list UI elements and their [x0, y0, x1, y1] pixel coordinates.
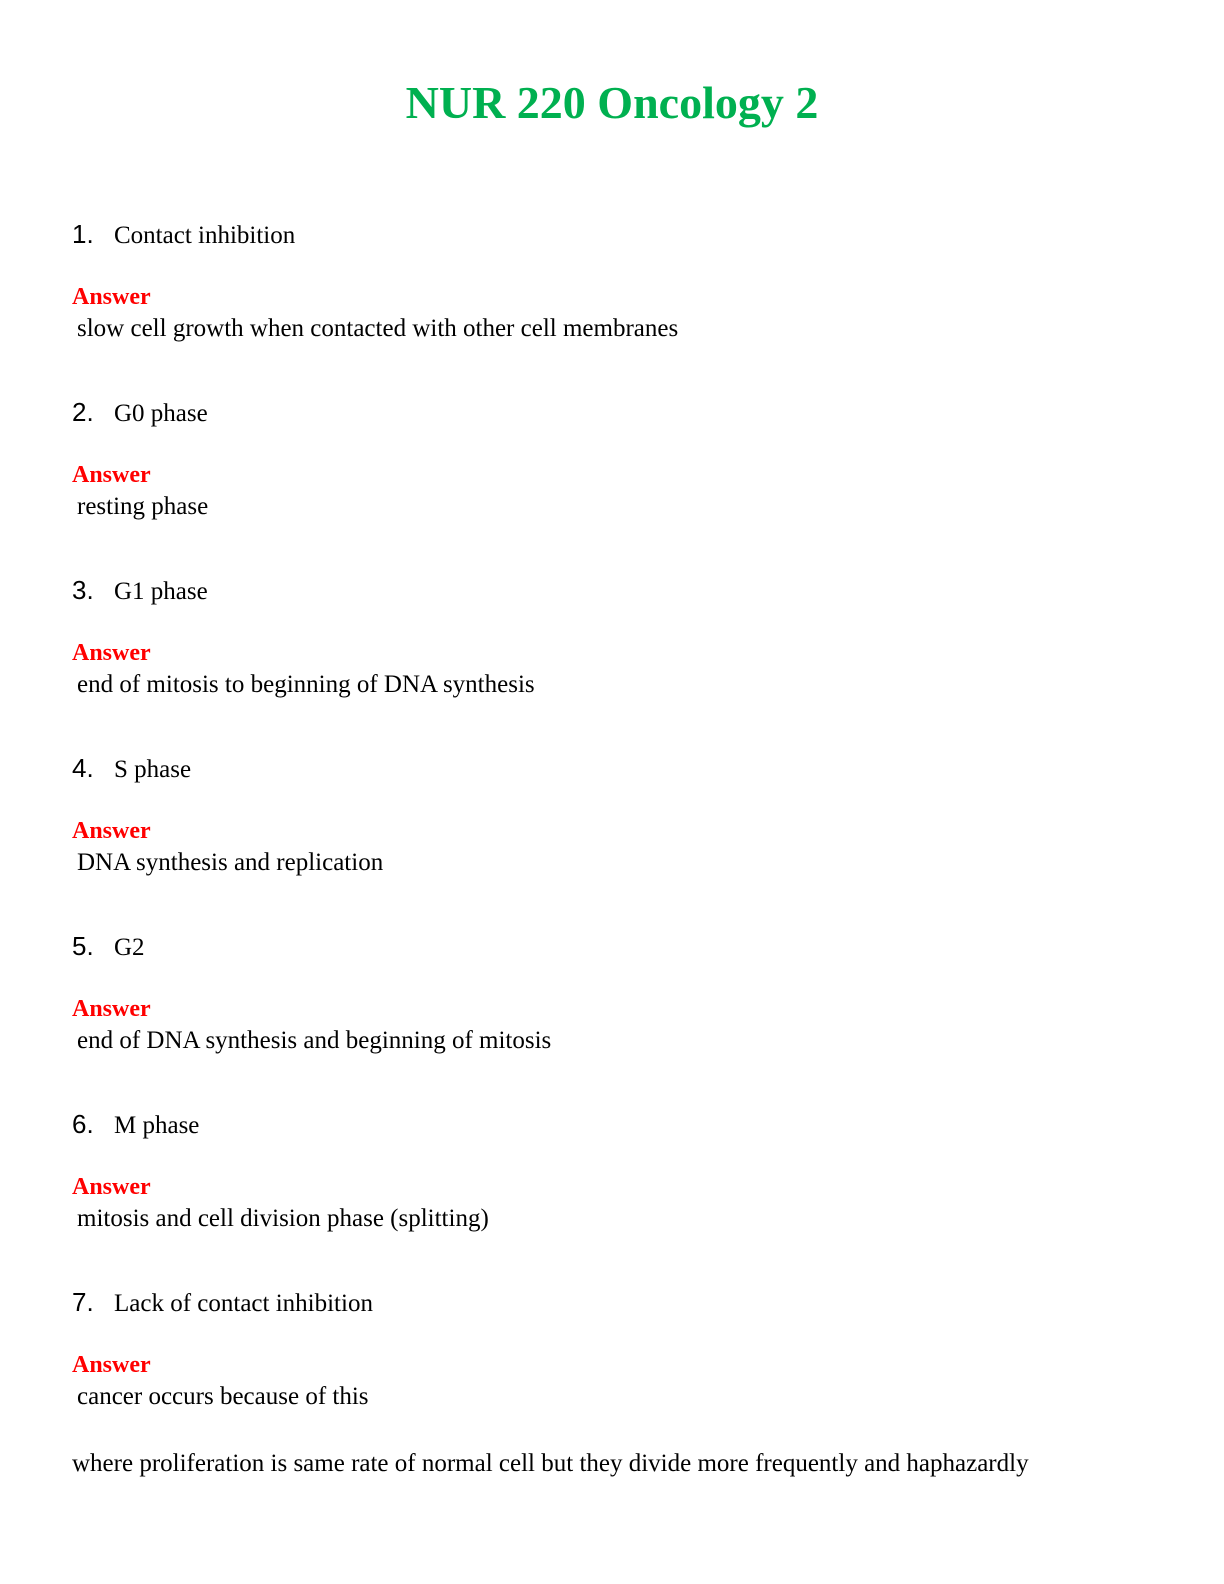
- question-number: 7.: [72, 1287, 94, 1317]
- question-text: G0 phase: [114, 400, 208, 427]
- answer-text: DNA synthesis and replication: [77, 849, 384, 876]
- qa-item-2: [72, 394, 1172, 524]
- answer-text: resting phase: [77, 493, 209, 520]
- question-number: 2.: [72, 397, 94, 427]
- answer-label: Answer: [72, 284, 151, 310]
- question-text: Contact inhibition: [114, 222, 296, 249]
- answer-label: Answer: [72, 462, 151, 488]
- question: [72, 216, 1172, 254]
- question-number: 5.: [72, 931, 94, 961]
- question-text: G1 phase: [114, 578, 208, 605]
- qa-item-7: [72, 1284, 1172, 1414]
- answer-text: end of DNA synthesis and beginning of mitosis: [77, 1027, 552, 1054]
- answer-text: slow cell growth when contacted with other cell membranes: [77, 315, 679, 342]
- question: [72, 394, 1172, 432]
- answer-label: Answer: [72, 1352, 151, 1378]
- question-text: S phase: [114, 756, 192, 783]
- question: [72, 1106, 1172, 1144]
- question: [72, 750, 1172, 788]
- answer-label: Answer: [72, 1174, 151, 1200]
- qa-item-3: [72, 572, 1172, 702]
- question: [72, 1284, 1172, 1322]
- question-text: Lack of contact inhibition: [114, 1290, 373, 1317]
- question-number: 4.: [72, 753, 94, 783]
- qa-item-4: [72, 750, 1172, 880]
- question: [72, 928, 1172, 966]
- question-text: G2: [114, 934, 145, 961]
- page-title: NUR 220 Oncology 2: [405, 77, 819, 128]
- answer-label: Answer: [72, 818, 151, 844]
- answer-text: mitosis and cell division phase (splitting): [77, 1205, 489, 1232]
- answer-text: end of mitosis to beginning of DNA synthesis: [77, 671, 535, 698]
- question-number: 1.: [72, 219, 94, 249]
- question-number: 6.: [72, 1109, 94, 1139]
- qa-item-5: [72, 928, 1172, 1058]
- question-number: 3.: [72, 575, 94, 605]
- question: [72, 572, 1172, 610]
- answer-label: Answer: [72, 640, 151, 666]
- qa-item-1: [72, 216, 1172, 346]
- answer-label: Answer: [72, 996, 151, 1022]
- extra-note: where proliferation is same rate of normal cell but they divide more frequently and haphazardly: [72, 1450, 1029, 1477]
- question-text: M phase: [114, 1112, 200, 1139]
- answer-text: cancer occurs because of this: [77, 1383, 369, 1410]
- qa-item-6: [72, 1106, 1172, 1236]
